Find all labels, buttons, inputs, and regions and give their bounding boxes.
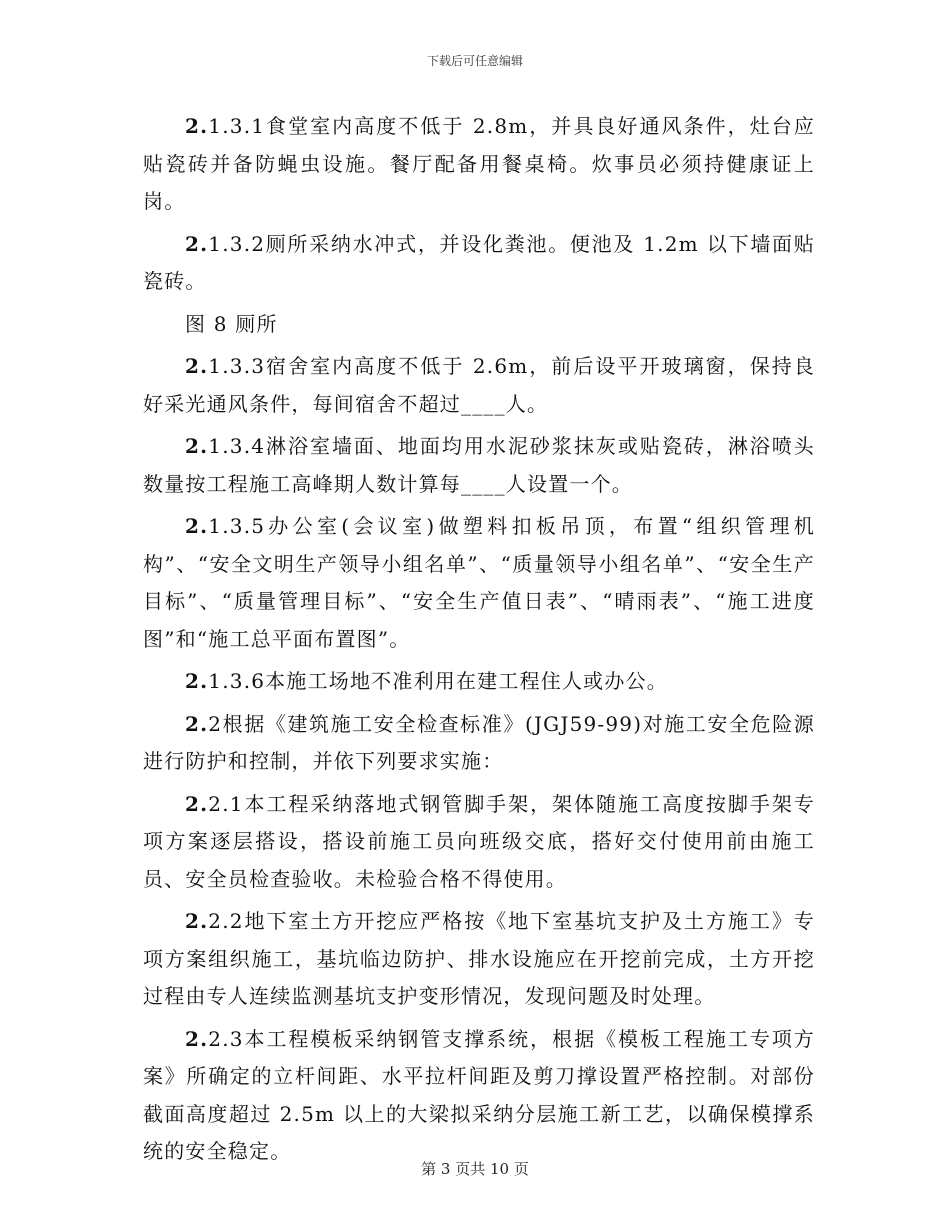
section-number-lead: 2. [185, 231, 209, 256]
section-number-lead: 2. [185, 114, 209, 138]
figure-caption-text: 图 8 厕所 [185, 311, 278, 336]
paragraph [143, 663, 815, 701]
paragraph [143, 108, 815, 221]
page-footer: 第 3 页共 10 页 [421, 1160, 529, 1178]
section-number-lead: 2. [185, 1026, 209, 1051]
section-number: 2.3 [208, 1026, 244, 1051]
section-number-lead: 2. [185, 909, 209, 933]
paragraph [143, 903, 815, 1016]
page-header: 下载后可任意编辑 [426, 54, 523, 68]
section-number-lead: 2. [185, 514, 209, 538]
section-number: 1.3.4 [208, 434, 266, 458]
section-number-lead: 2. [185, 791, 209, 816]
paragraph [143, 348, 815, 423]
paragraph-text: 办公室(会议室)做塑料扣板吊顶，布置“组织管理机构”、“安全文明生产领导小组名单”、“质量领导小组名单”、“安全生产目标”、“质量管理目标”、“安全生产值日表”、“晴雨表”、“施工进度图”和“施工总平面布置图”。 [143, 514, 815, 651]
paragraph [143, 706, 815, 781]
section-number-lead: 2. [185, 669, 209, 693]
paragraph-text: 食堂室内高度不低于 2.8m，并具良好通风条件，灶台应贴瓷砖并备防蝇虫设施。餐厅配备用餐桌椅。炊事员必须持健康证上岗。 [143, 114, 815, 213]
paragraph-text: 本工程模板采纳钢管支撑系统，根据《模板工程施工专项方案》所确定的立杆间距、水平拉杆间距及剪刀撑设置严格控制。对部份截面高度超过 2.5m 以上的大梁拟采纳分层施工新工艺，以确保模撑系统的安全稳定。 [143, 1026, 815, 1163]
paragraph [143, 786, 815, 899]
section-number: 1.3.5 [208, 514, 266, 538]
section-number: 1.3.1 [208, 114, 266, 138]
section-number-lead: 2. [185, 711, 209, 736]
paragraph [143, 508, 815, 658]
document-body [143, 108, 815, 1176]
section-number: 1.3.6 [208, 669, 266, 693]
paragraph [143, 428, 815, 503]
paragraph-text: 本施工场地不准利用在建工程住人或办公。 [265, 669, 668, 693]
section-number: 2 [208, 711, 223, 736]
section-number-lead: 2. [185, 434, 209, 458]
section-number: 2.2 [208, 909, 244, 933]
section-number: 2.1 [208, 791, 244, 816]
section-number: 1.3.3 [208, 354, 266, 378]
paragraph-text: 本工程采纳落地式钢管脚手架，架体随施工高度按脚手架专项方案逐层搭设，搭设前施工员向班级交底，搭好交付使用前由施工员、安全员检查验收。未检验合格不得使用。 [143, 791, 815, 891]
paragraph-text: 淋浴室墙面、地面均用水泥砂浆抹灰或贴瓷砖，淋浴喷头数量按工程施工高峰期人数计算每____人设置一个。 [143, 434, 815, 496]
paragraph [143, 1021, 815, 1171]
paragraph-text: 厕所采纳水冲式，并设化粪池。便池及 1.2m 以下墙面贴瓷砖。 [143, 231, 815, 293]
paragraph-text: 宿舍室内高度不低于 2.6m，前后设平开玻璃窗，保持良好采光通风条件，每间宿舍不超过____人。 [143, 354, 815, 416]
section-number: 1.3.2 [208, 231, 266, 256]
paragraph-text: 根据《建筑施工安全检查标准》(JGJ59-99)对施工安全危险源进行防护和控制，并依下列要求实施： [143, 711, 815, 773]
figure-caption [143, 306, 815, 344]
section-number-lead: 2. [185, 354, 209, 378]
paragraph-text: 地下室土方开挖应严格按《地下室基坑支护及土方施工》专项方案组织施工，基坑临边防护、排水设施应在开挖前完成，土方开挖过程由专人连续监测基坑支护变形情况，发现问题及时处理。 [143, 909, 815, 1008]
paragraph [143, 226, 815, 301]
